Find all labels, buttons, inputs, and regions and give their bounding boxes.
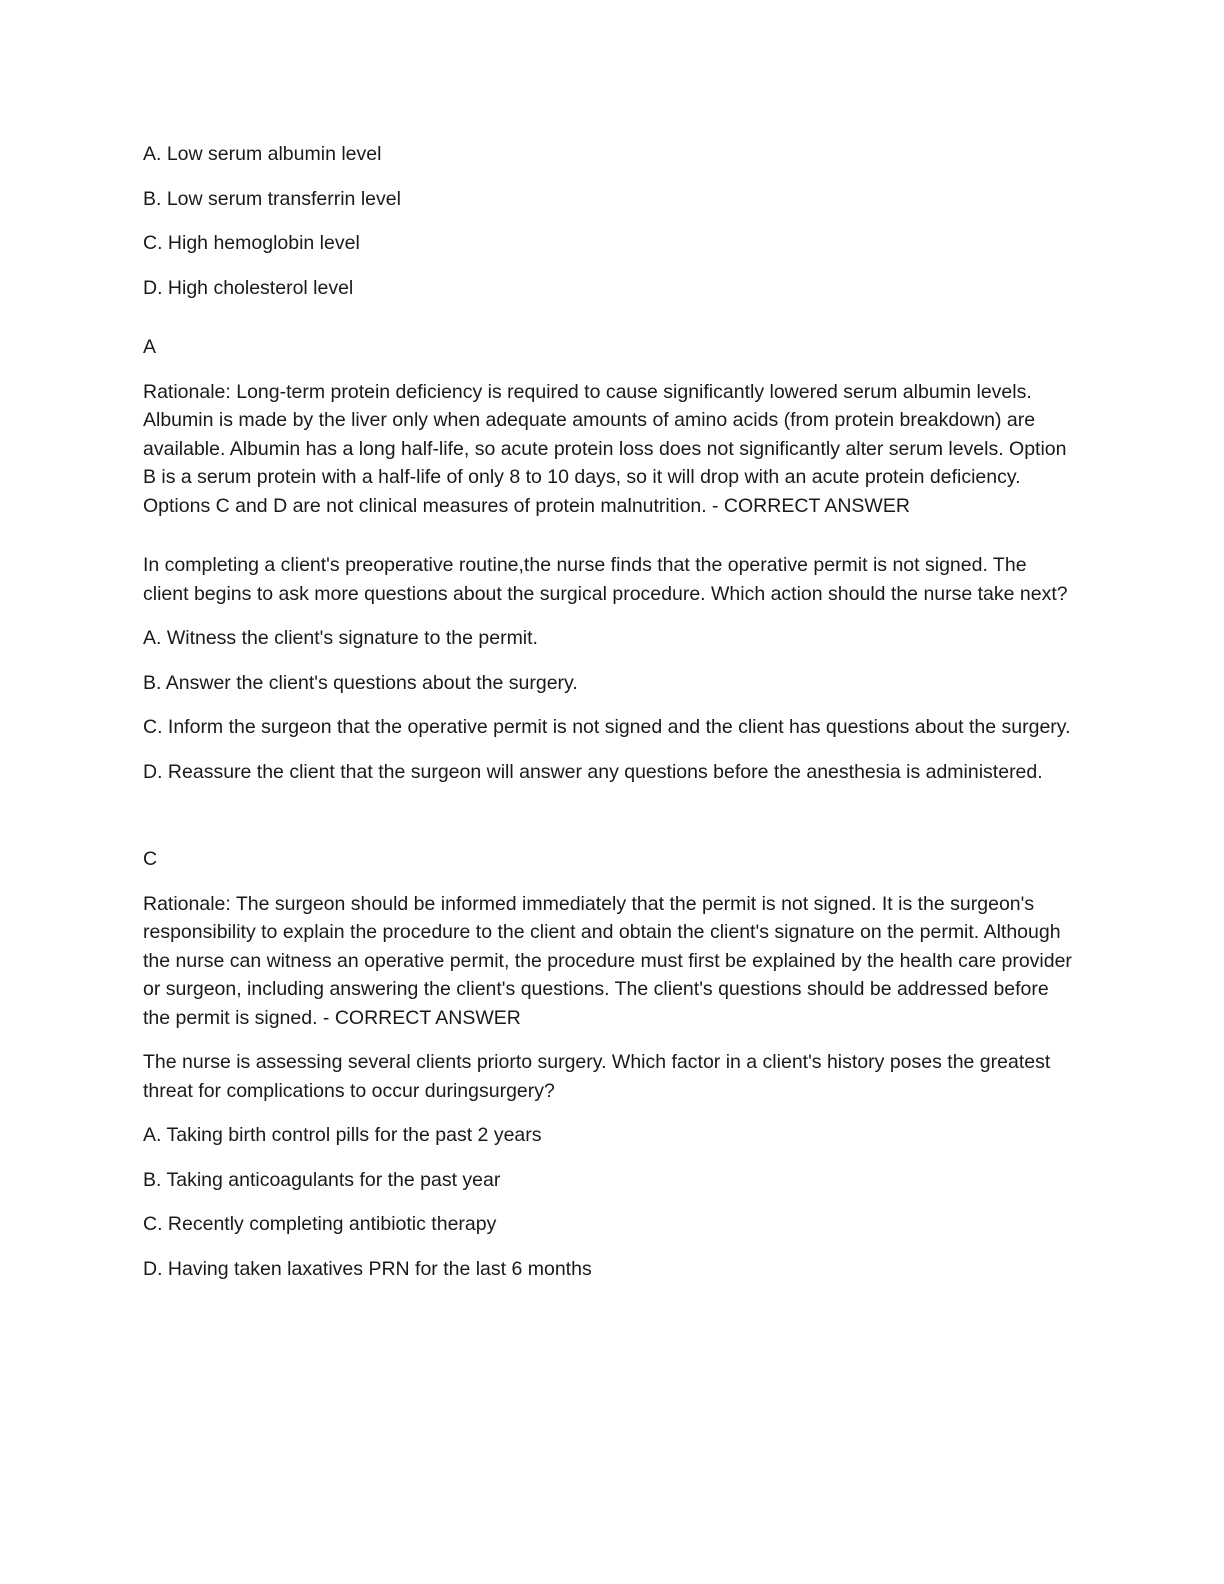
answer-letter: C (143, 848, 158, 870)
page-content (143, 140, 1073, 1283)
rationale-paragraph: Rationale: Long-term protein deficiency is required to cause significantly lowered serum albumin levels. Albumin is made by the liver only when adequate amounts of amino acids (from protein breakdown) are available. Albumin has a long half-life, so acute protein loss does not significantly alter serum levels. Option B is a serum protein with a half-life of only 8 to 10 days, so it will drop with an acute protein deficiency. Options C and D are not clinical measures of protein malnutrition. - CORRECT ANSWER (143, 380, 1067, 517)
option-a: A. Low serum albumin level (143, 143, 382, 165)
question-text: The nurse is assessing several clients priorto surgery. Which factor in a client's history poses the greatest threat for complications to occur duringsurgery? (143, 1051, 1051, 1102)
option-b: B. Low serum transferrin level (143, 187, 401, 210)
option-a: A. Taking birth control pills for the past 2 years (143, 1124, 542, 1146)
option-c: C. High hemoglobin level (143, 232, 360, 254)
option-b: B. Taking anticoagulants for the past year (143, 1168, 501, 1191)
question-text: In completing a client's preoperative routine,the nurse finds that the operative permit is not signed. The client begins to ask more questions about the surgical procedure. Which action should the nurse take next? (143, 554, 1068, 605)
option-c: C. Inform the surgeon that the operative permit is not signed and the client has questions about the surgery. (143, 716, 1071, 738)
option-d: D. Reassure the client that the surgeon will answer any questions before the anesthesia is administered. (143, 760, 1043, 783)
option-d: D. Having taken laxatives PRN for the last 6 months (143, 1257, 592, 1280)
answer-letter: A (143, 336, 157, 358)
option-b: B. Answer the client's questions about the surgery. (143, 671, 578, 694)
option-c: C. Recently completing antibiotic therapy (143, 1213, 497, 1235)
rationale-paragraph: Rationale: The surgeon should be informed immediately that the permit is not signed. It is the surgeon's responsibility to explain the procedure to the client and obtain the client's signature on the permit. Although the nurse can witness an operative permit, the procedure must first be explained by the health care provider or surgeon, including answering the client's questions. The client's questions should be addressed before the permit is signed. - CORRECT ANSWER (143, 892, 1072, 1029)
option-a: A. Witness the client's signature to the permit. (143, 627, 538, 649)
option-d: D. High cholesterol level (143, 276, 354, 299)
